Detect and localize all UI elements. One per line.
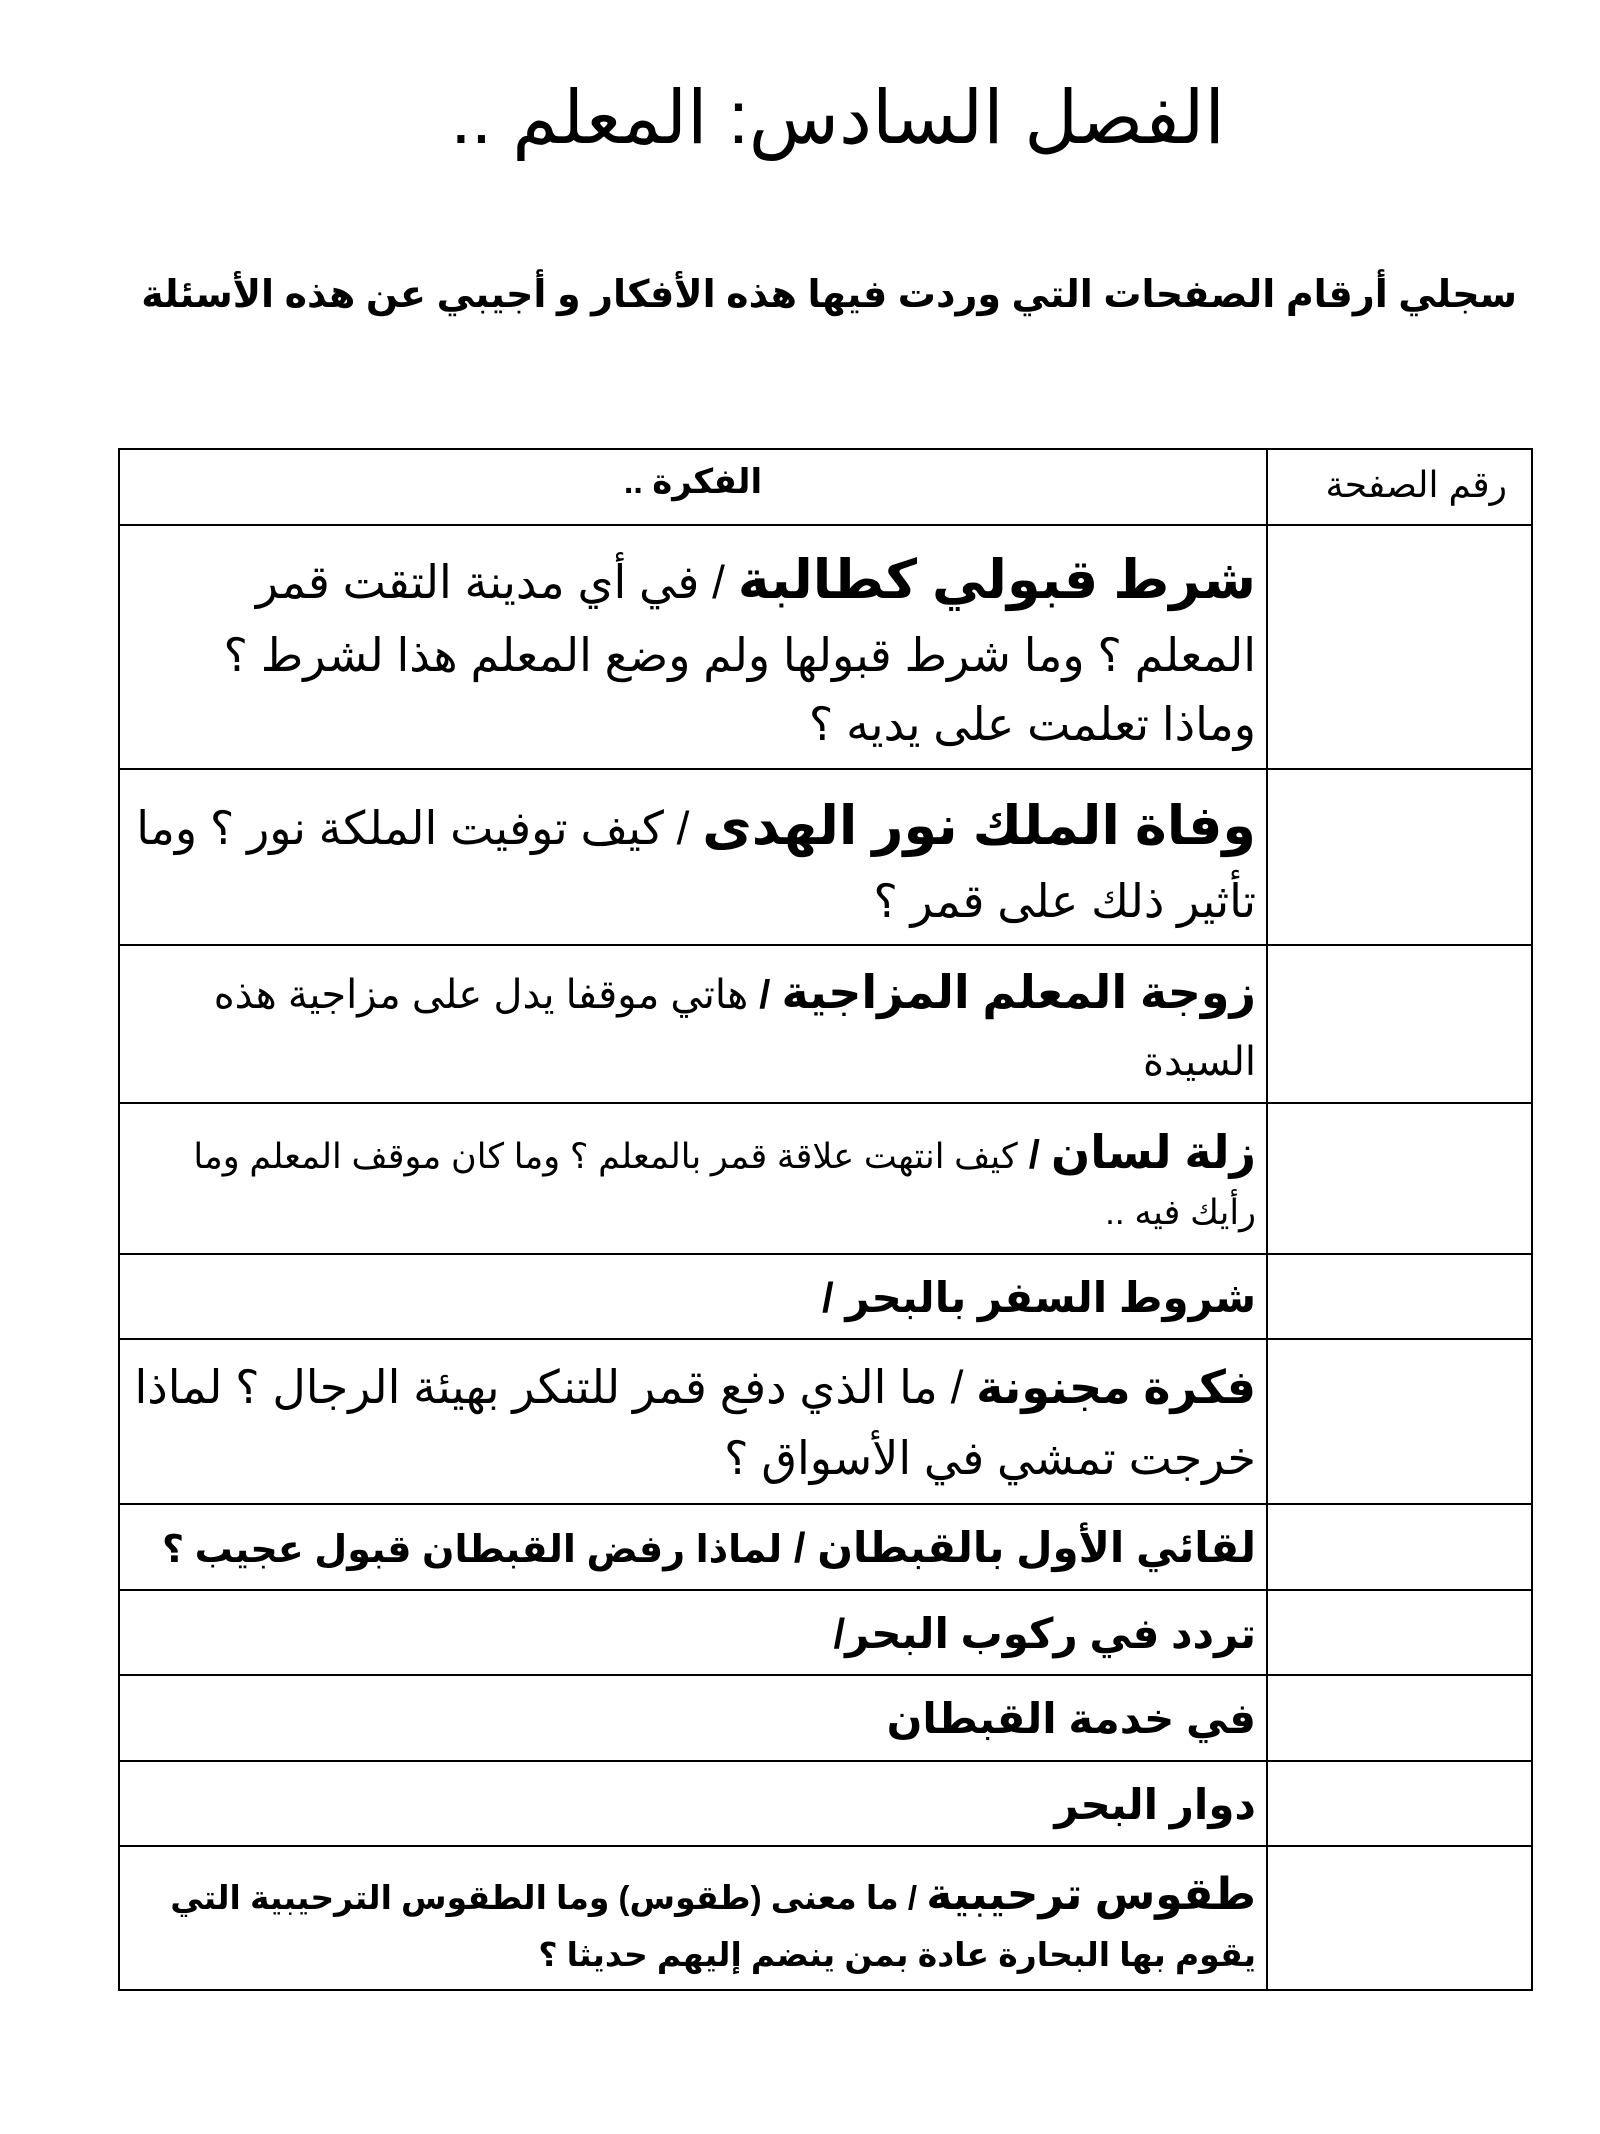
idea-question: هاتي موقفا يدل على مزاجية هذه السيدة (213, 973, 1256, 1084)
idea-question: كيف توفيت الملكة نور ؟ وما تأثير ذلك على قمر ؟ (136, 802, 1256, 927)
page-number-cell[interactable] (1267, 1761, 1532, 1847)
idea-question: كيف انتهت علاقة قمر بالمعلم ؟ وما كان موقف المعلم وما رأيك فيه .. (193, 1136, 1256, 1232)
table-row (119, 769, 1532, 945)
idea-topic: في خدمة القبطان (886, 1695, 1256, 1743)
page-number-cell[interactable] (1267, 1254, 1532, 1340)
idea-separator: / (699, 556, 738, 608)
table-row (119, 1254, 1532, 1340)
page-number-cell[interactable] (1267, 1339, 1532, 1504)
idea-cell (119, 1254, 1267, 1340)
page-number-header: رقم الصفحة (1267, 449, 1532, 525)
idea-cell (119, 1339, 1267, 1504)
idea-cell (119, 1103, 1267, 1254)
table-row (119, 1675, 1532, 1761)
idea-separator: / (748, 973, 782, 1017)
idea-cell (119, 1846, 1267, 1989)
table-header-row (119, 449, 1532, 525)
page-number-cell[interactable] (1267, 769, 1532, 945)
idea-topic: فكرة مجنونة (976, 1361, 1256, 1414)
idea-separator: / (663, 802, 703, 854)
idea-question: في أي مدينة التقت قمر المعلم ؟ وما شرط قبولها ولم وضع المعلم هذا لشرط ؟ وماذا تعلمت على يديه ؟ (223, 556, 1256, 750)
idea-cell (119, 945, 1267, 1103)
idea-cell (119, 1504, 1267, 1590)
page-title: الفصل السادس: المعلم .. (450, 76, 1225, 159)
idea-cell (119, 1590, 1267, 1676)
idea-separator: / (898, 1879, 927, 1917)
idea-topic: زوجة المعلم المزاجية (781, 966, 1256, 1018)
page-number-cell[interactable] (1267, 1504, 1532, 1590)
table-row (119, 1846, 1532, 1989)
page-number-cell[interactable] (1267, 1103, 1532, 1254)
ideas-table (118, 448, 1533, 1991)
table-row (119, 945, 1532, 1103)
idea-question: ما الذي دفع قمر للتنكر بهيئة الرجال ؟ لماذا خرجت تمشي في الأسواق ؟ (134, 1361, 1256, 1485)
table-row (119, 1339, 1532, 1504)
idea-cell (119, 525, 1267, 769)
table-row (119, 1590, 1532, 1676)
idea-question: لماذا رفض القبطان قبول عجيب ؟ (162, 1528, 783, 1571)
instructions: سجلي أرقام الصفحات التي وردت فيها هذه الأفكار و أجيبي عن هذه الأسئلة (141, 274, 1517, 316)
page-number-cell[interactable] (1267, 945, 1532, 1103)
table-row (119, 1103, 1532, 1254)
idea-topic: تردد في ركوب البحر/ (833, 1609, 1256, 1657)
table-row (119, 1504, 1532, 1590)
idea-cell (119, 1761, 1267, 1847)
idea-header: الفكرة .. (119, 449, 1267, 525)
idea-topic: شروط السفر بالبحر / (822, 1273, 1256, 1321)
idea-separator: / (1017, 1132, 1051, 1177)
table-row (119, 1761, 1532, 1847)
idea-topic: دوار البحر (1054, 1780, 1256, 1828)
idea-topic: وفاة الملك نور الهدى (702, 796, 1256, 856)
idea-separator: / (782, 1523, 818, 1571)
page-number-cell[interactable] (1267, 1846, 1532, 1989)
idea-topic: لقائي الأول بالقبطان (817, 1523, 1256, 1571)
idea-topic: طقوس ترحيبية (926, 1870, 1256, 1920)
page-number-cell[interactable] (1267, 1590, 1532, 1676)
page-number-cell[interactable] (1267, 525, 1532, 769)
idea-separator: / (937, 1361, 977, 1414)
idea-question: ما معنى (طقوس) وما الطقوس الترحيبية التي يقوم بها البحارة عادة بمن ينضم إليهم حديثا ؟ (170, 1879, 1256, 1974)
idea-topic: شرط قبولي كطالبة (737, 550, 1256, 610)
table-row (119, 525, 1532, 769)
idea-cell (119, 769, 1267, 945)
page-number-cell[interactable] (1267, 1675, 1532, 1761)
idea-topic: زلة لسان (1050, 1125, 1256, 1178)
idea-cell (119, 1675, 1267, 1761)
